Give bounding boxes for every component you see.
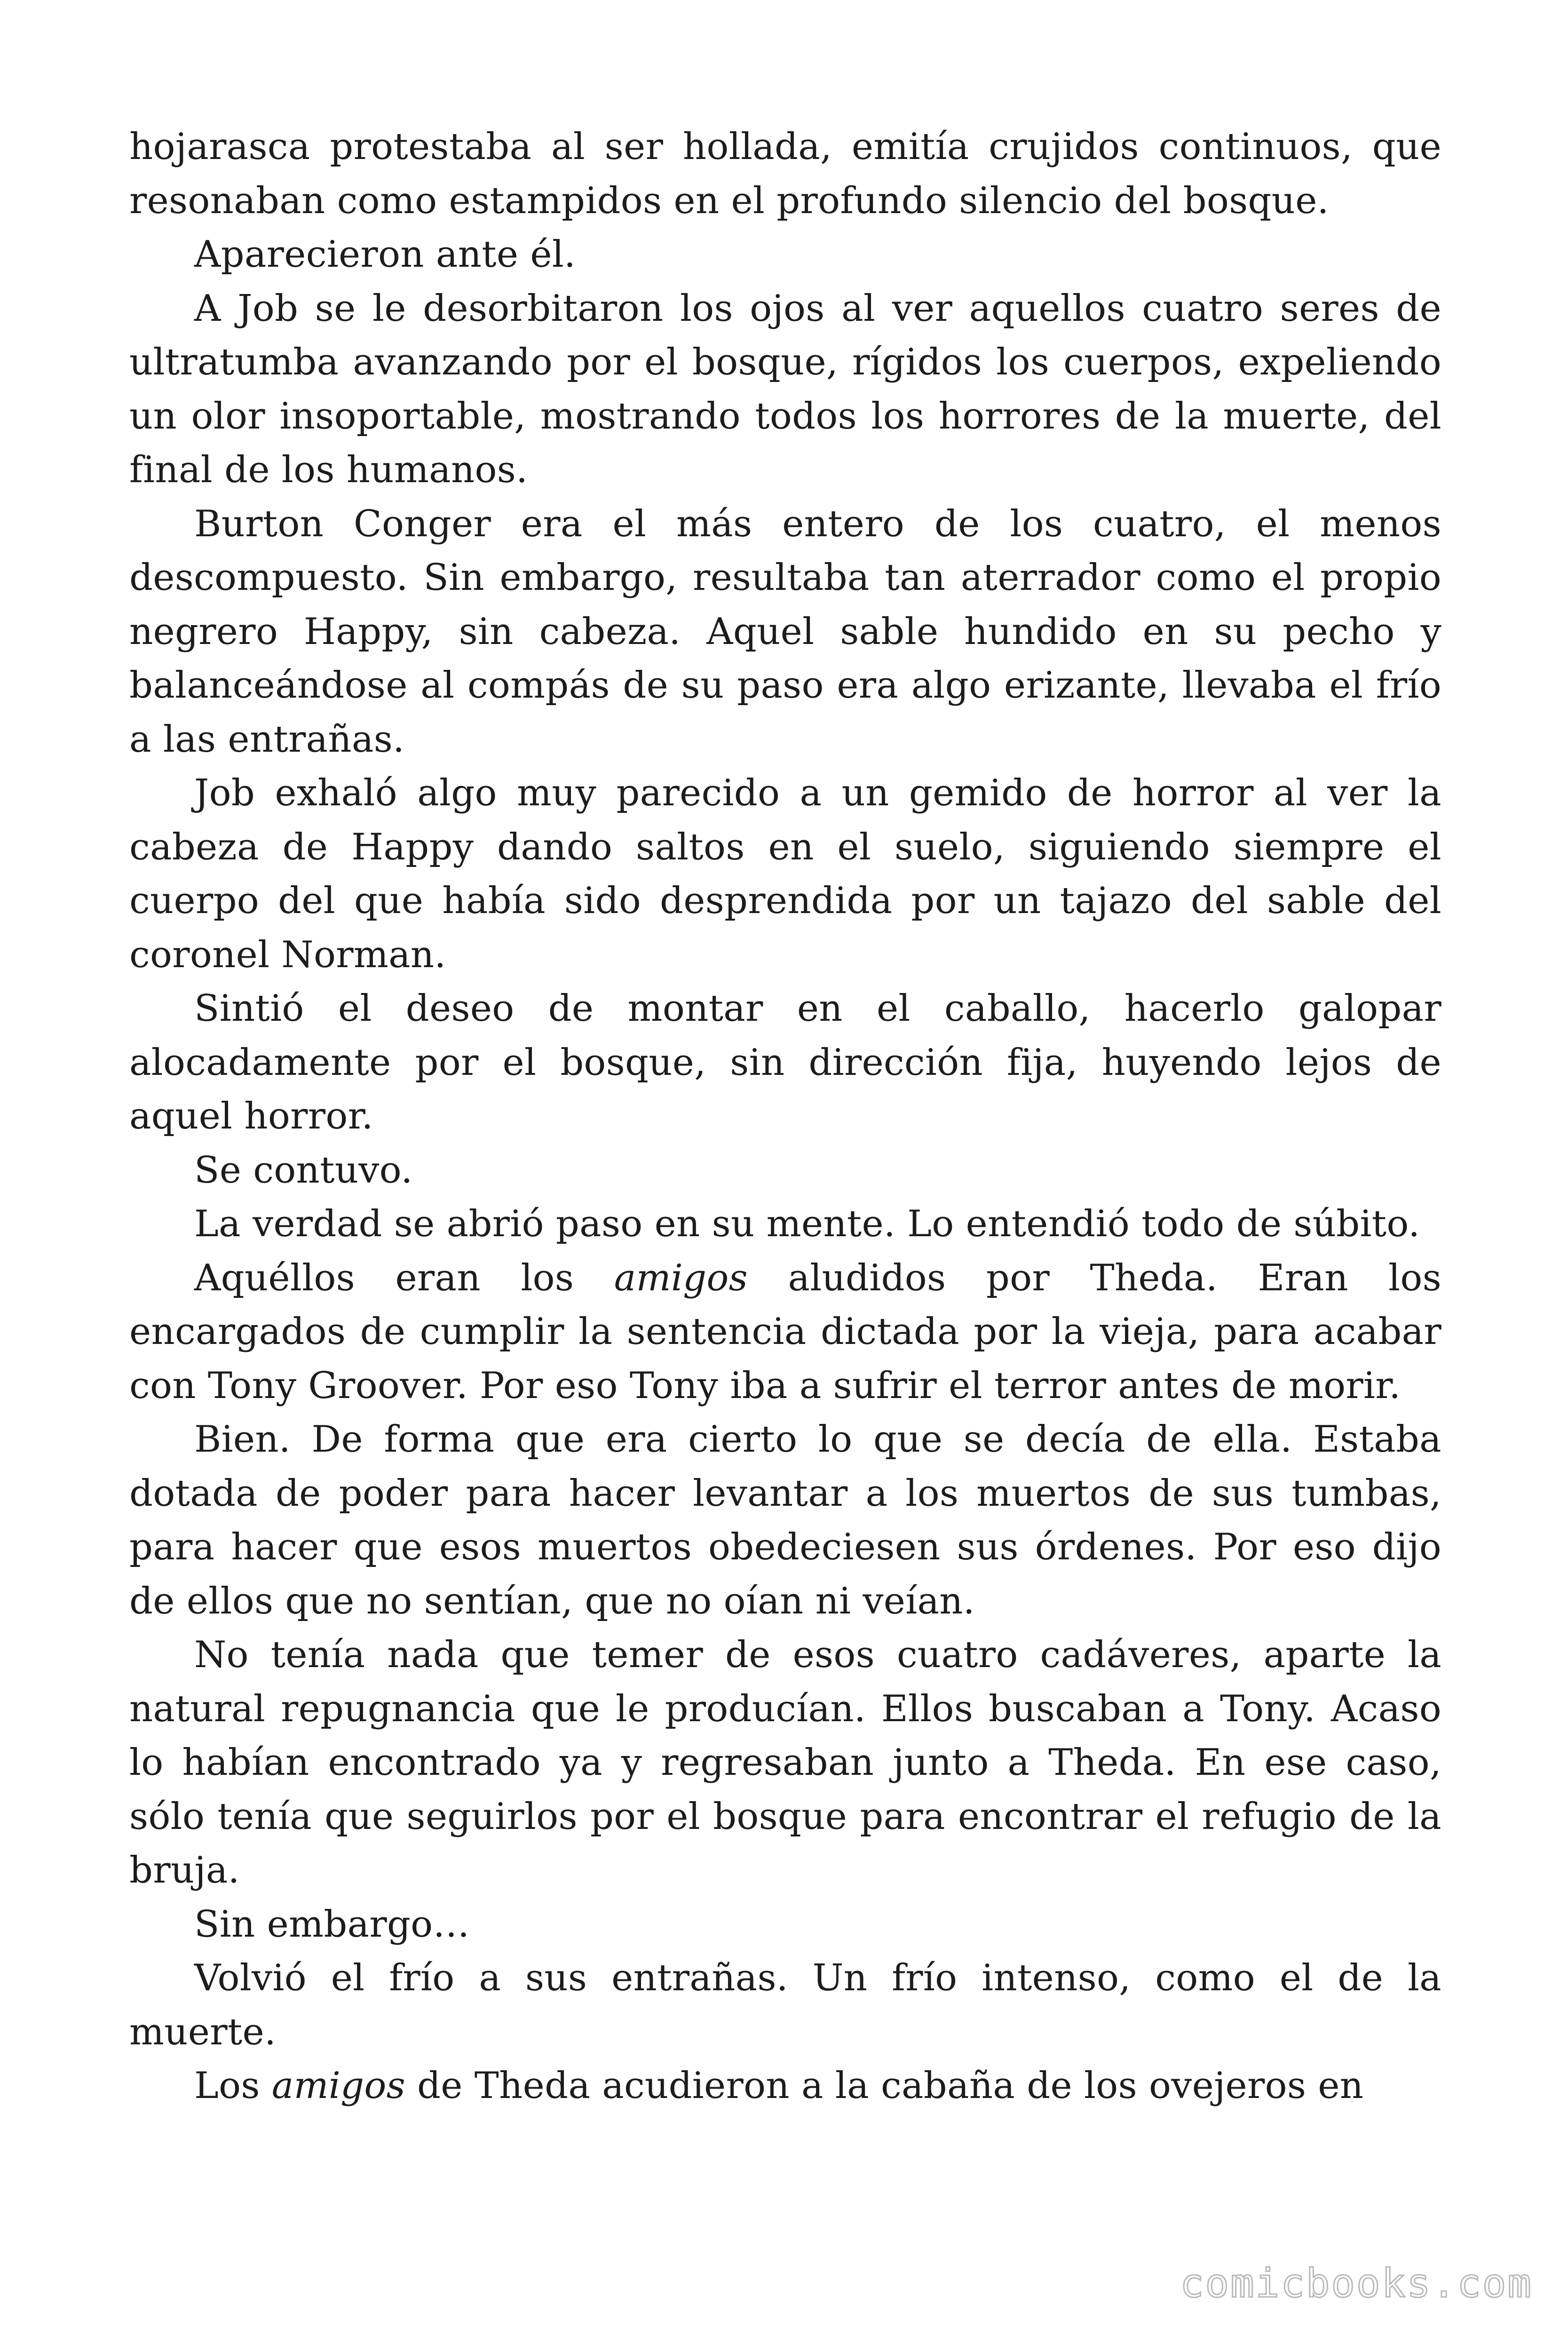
paragraph-text: No tenía nada que temer de esos cuatro cadáveres, aparte la natural repugnancia que le producían. Ellos buscaban a Tony. Acaso lo habían encontrado ya y regresaban junto a Theda. En ese caso, sólo tenía que seguirlos por el bosque para encontrar el refugio de la bruja. — [129, 1634, 1441, 1891]
paragraph — [129, 982, 1441, 1144]
paragraph — [129, 497, 1441, 767]
document-body — [129, 120, 1441, 2113]
paragraph — [129, 1898, 1441, 1952]
paragraph-text: A Job se le desorbitaron los ojos al ver aquellos cuatro seres de ultratumba avanzando por el bosque, rígidos los cuerpos, expeliendo un olor insoportable, mostrando todos los horrores de la muerte, del final de los humanos. — [129, 287, 1441, 491]
paragraph-text: Bien. De forma que era cierto lo que se decía de ella. Estaba dotada de poder para hacer levantar a los muertos de sus tumbas, para hacer que esos muertos obedeciesen sus órdenes. Por eso dijo de ellos que no sentían, que no oían ni veían. — [129, 1418, 1441, 1622]
paragraph — [129, 282, 1441, 497]
paragraph — [129, 1251, 1441, 1413]
paragraph — [129, 1197, 1441, 1251]
paragraph-text: aludidos por Theda. Eran los encargados de cumplir la sentencia dictada por la vieja, para acabar con Tony Groover. Por eso Tony iba a sufrir el terror antes de morir. — [129, 1256, 1442, 1407]
paragraph — [129, 1144, 1441, 1198]
paragraph-text: Aparecieron ante él. — [194, 233, 576, 276]
paragraph-text: Aquéllos eran los — [194, 1256, 614, 1299]
paragraph-text: Sintió el deseo de montar en el caballo, hacerlo galopar alocadamente por el bosque, sin dirección fija, huyendo lejos de aquel horror. — [129, 987, 1441, 1137]
paragraph-text: Job exhaló algo muy parecido a un gemido de horror al ver la cabeza de Happy dando saltos en el suelo, siguiendo siempre el cuerpo del que había sido desprendida por un tajazo del sable del coronel Norman. — [129, 772, 1441, 976]
italic-text: amigos — [614, 1256, 748, 1299]
paragraph — [129, 1413, 1441, 1628]
paragraph — [129, 120, 1441, 228]
paragraph — [129, 1951, 1441, 2059]
watermark: comicbooks.com — [1180, 2260, 1533, 2306]
paragraph-text: Los — [194, 2065, 272, 2107]
paragraph-text: de Theda acudieron a la cabaña de los ovejeros en — [405, 2065, 1364, 2107]
paragraph-text: hojarasca protestaba al ser hollada, emitía crujidos continuos, que resonaban como estampidos en el profundo silencio del bosque. — [129, 126, 1441, 222]
paragraph — [129, 1628, 1441, 1898]
paragraph-text: La verdad se abrió paso en su mente. Lo entendió todo de súbito. — [194, 1203, 1420, 1245]
paragraph-text: Se contuvo. — [194, 1149, 413, 1192]
italic-text: amigos — [271, 2065, 405, 2107]
paragraph-text: Volvió el frío a sus entrañas. Un frío intenso, como el de la muerte. — [129, 1957, 1441, 2053]
paragraph-text: Burton Conger era el más entero de los cuatro, el menos descompuesto. Sin embargo, resultaba tan aterrador como el propio negrero Happy, sin cabeza. Aquel sable hundido en su pecho y balanceándose al compás de su paso era algo erizante, llevaba el frío a las entrañas. — [129, 502, 1441, 761]
paragraph — [129, 766, 1441, 982]
paragraph — [129, 228, 1441, 282]
paragraph-text: Sin embargo… — [194, 1903, 470, 1946]
paragraph — [129, 2059, 1441, 2113]
